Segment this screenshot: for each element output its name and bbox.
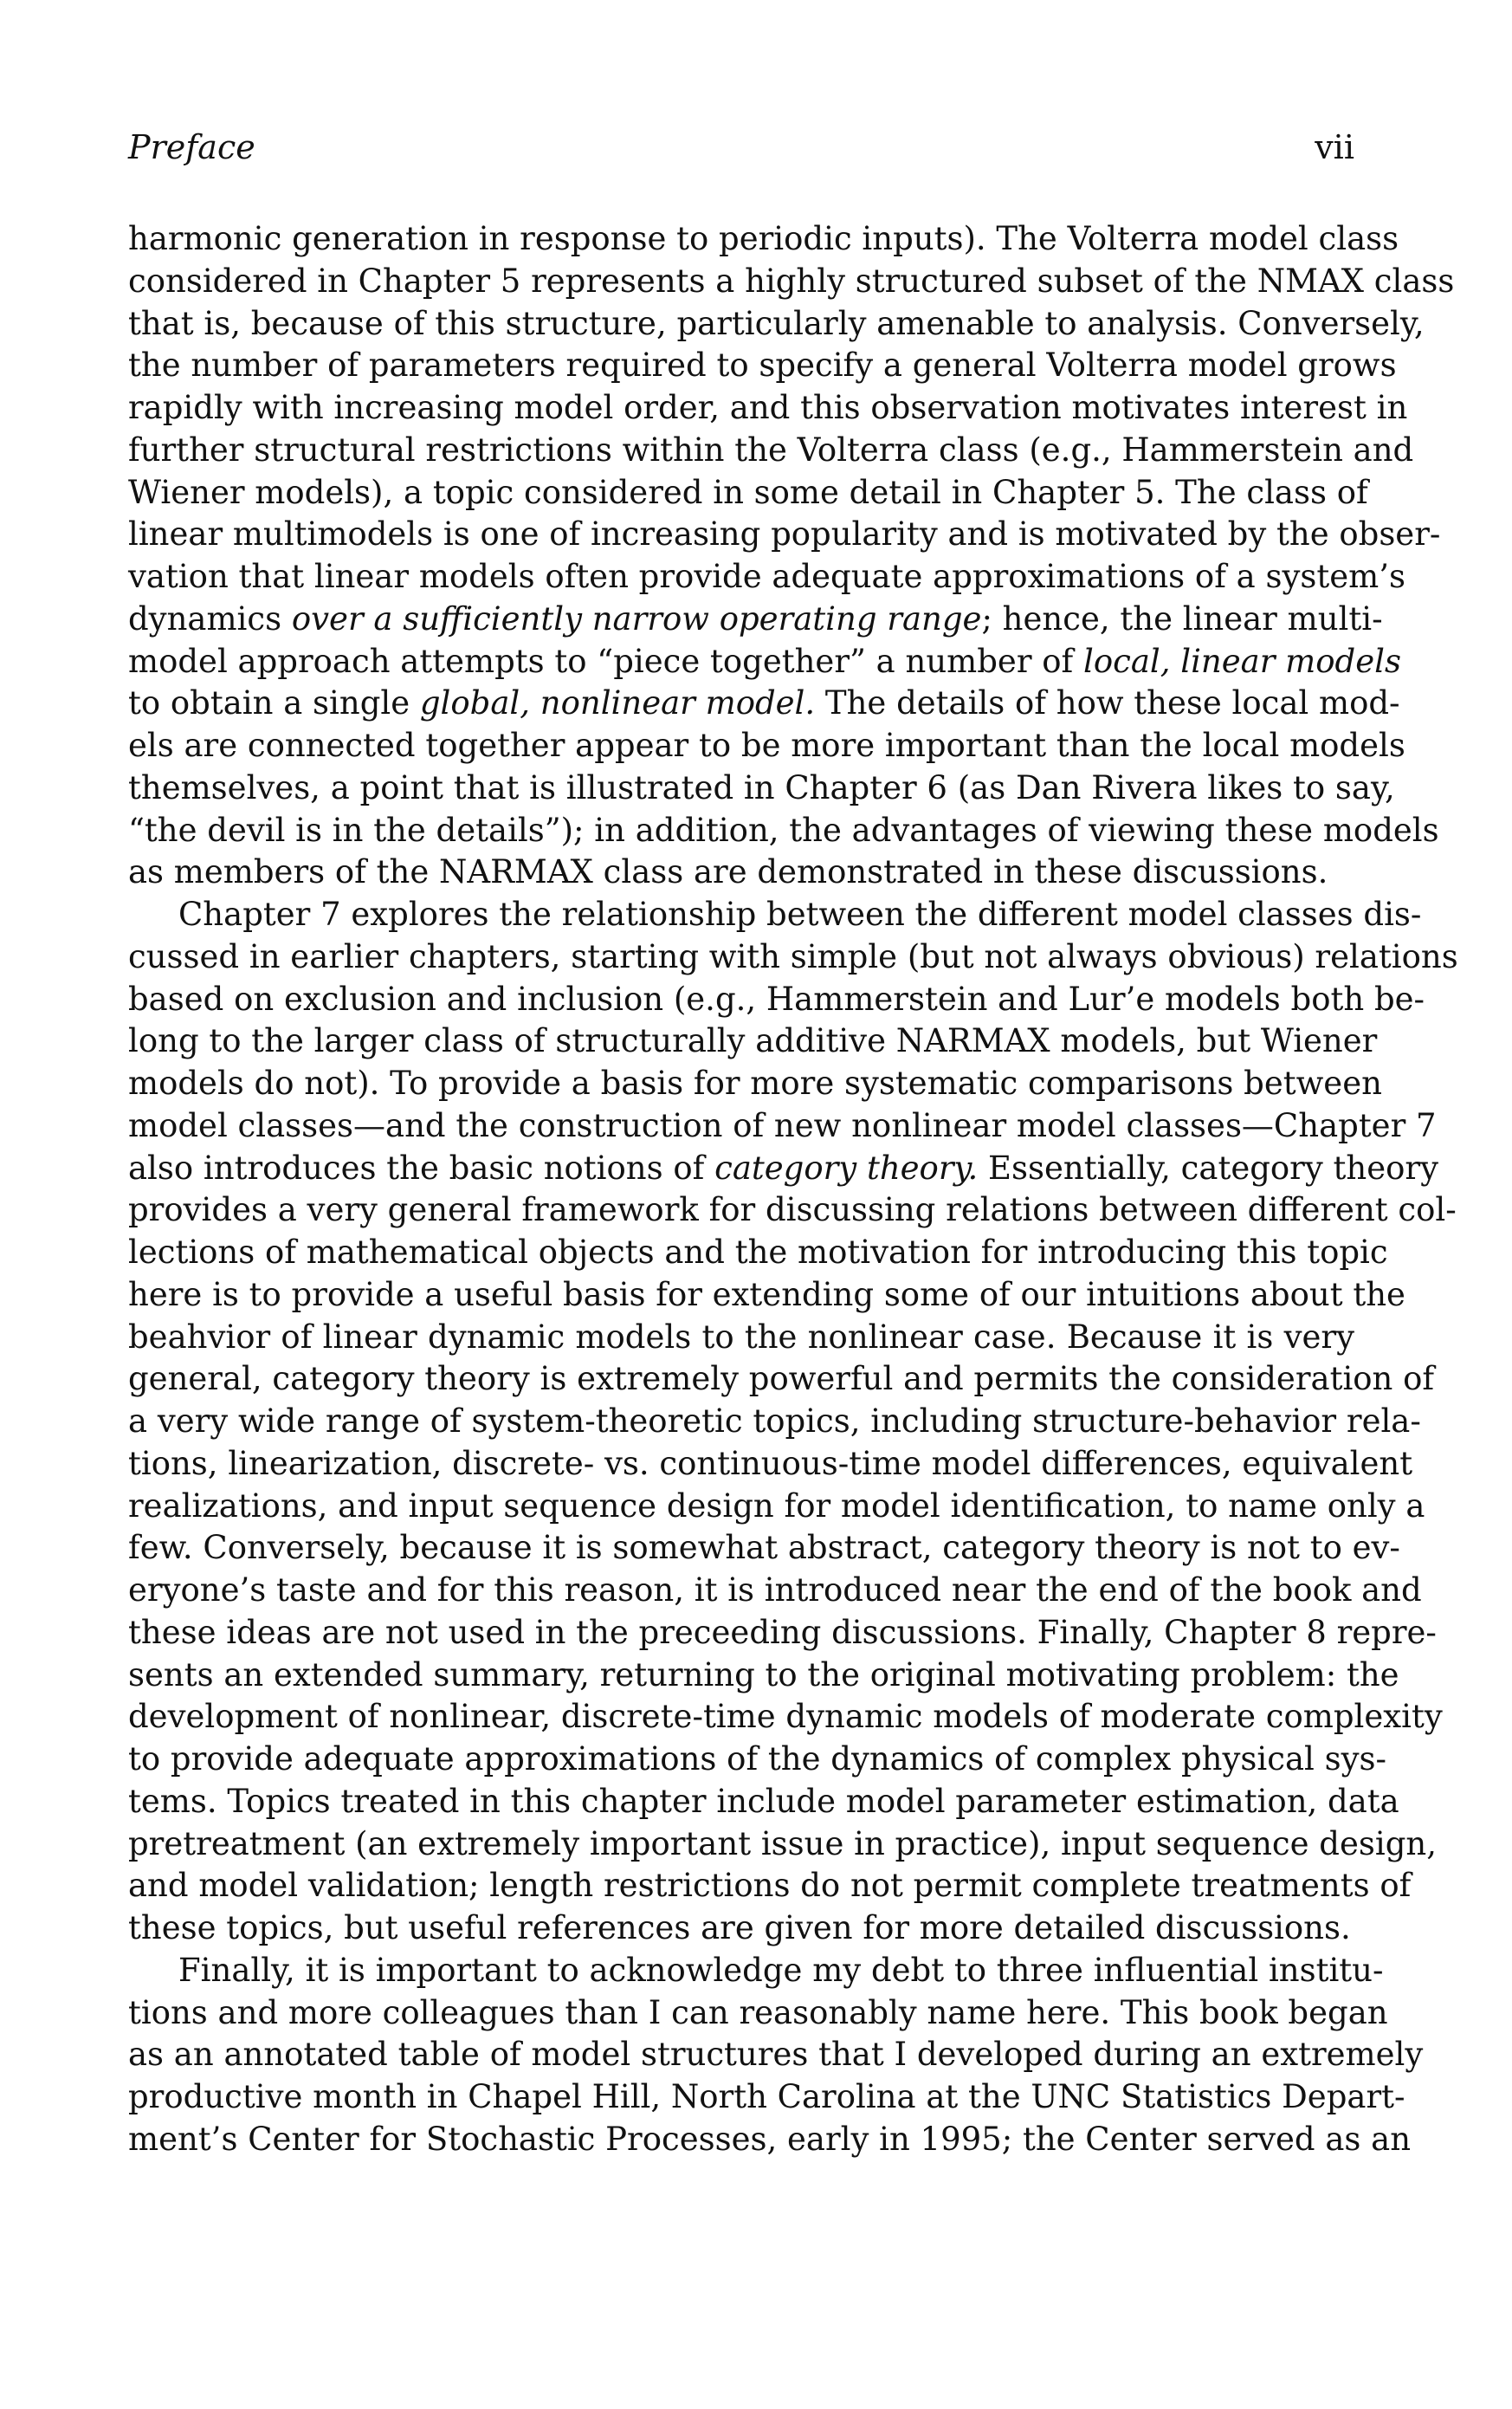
text-line: as members of the NARMAX class are demonstrated in these discussions. <box>128 853 1328 891</box>
text-line: that is, because of this structure, particularly amenable to analysis. Conversely, <box>128 304 1425 342</box>
text-line: cussed in earlier chapters, starting with simple (but not always obvious) relations <box>128 937 1458 975</box>
text-line: eryone’s taste and for this reason, it is introduced near the end of the book and <box>128 1571 1422 1609</box>
text-line: these topics, but useful references are given for more detailed discussions. <box>128 1909 1351 1946</box>
text-line: to provide adequate approximations of the dynamics of complex physical sys- <box>128 1740 1386 1778</box>
text-line: provides a very general framework for discussing relations between different col- <box>128 1191 1457 1229</box>
text-line: to obtain a single global, nonlinear model. The details of how these local mod- <box>128 684 1400 722</box>
text-line: beahvior of linear dynamic models to the nonlinear case. Because it is very <box>128 1318 1354 1356</box>
text-line: model classes—and the construction of new nonlinear model classes—Chapter 7 <box>128 1106 1437 1144</box>
page-number: vii <box>1315 128 1354 166</box>
text-line: pretreatment (an extremely important issue in practice), input sequence design, <box>128 1824 1437 1862</box>
text-line: these ideas are not used in the preceeding discussions. Finally, Chapter 8 repre- <box>128 1613 1437 1651</box>
text-line: based on exclusion and inclusion (e.g., Hammerstein and Lur’e models both be- <box>128 980 1425 1018</box>
page-header <box>128 121 1354 173</box>
text-line: model approach attempts to “piece together” a number of local, linear models <box>128 642 1401 680</box>
text-line: els are connected together appear to be more important than the local models <box>128 727 1405 764</box>
text-line: a very wide range of system-theoretic topics, including structure-behavior rela- <box>128 1402 1421 1440</box>
text-line: ment’s Center for Stochastic Processes, early in 1995; the Center served as an <box>128 2120 1412 2158</box>
text-line: themselves, a point that is illustrated in Chapter 6 (as Dan Rivera likes to say, <box>128 768 1395 806</box>
running-head: Preface <box>128 128 255 166</box>
text-line: long to the larger class of structurally additive NARMAX models, but Wiener <box>128 1022 1378 1060</box>
text-line: further structural restrictions within the Volterra class (e.g., Hammerstein and <box>128 431 1414 469</box>
text-line: rapidly with increasing model order, and this observation motivates interest in <box>128 389 1408 426</box>
paragraph <box>128 218 1455 894</box>
text-line: tems. Topics treated in this chapter include model parameter estimation, data <box>128 1782 1399 1820</box>
text-line: Chapter 7 explores the relationship between the different model classes dis- <box>178 896 1422 933</box>
text-line: lections of mathematical objects and the motivation for introducing this topic <box>128 1234 1388 1271</box>
text-line: linear multimodels is one of increasing popularity and is motivated by the obser- <box>128 515 1441 554</box>
text-line: realizations, and input sequence design for model identification, to name only a <box>128 1486 1425 1525</box>
text-line: vation that linear models often provide adequate approximations of a system’s <box>128 558 1405 595</box>
italic-phrase: global, nonlinear model. <box>419 684 816 722</box>
text-line: few. Conversely, because it is somewhat abstract, category theory is not to ev- <box>128 1529 1400 1567</box>
text-line: the number of parameters required to specify a general Volterra model grows <box>128 346 1397 385</box>
text-line: general, category theory is extremely powerful and permits the consideration of <box>128 1360 1435 1398</box>
text-line: development of nonlinear, discrete-time dynamic models of moderate complexity <box>128 1698 1443 1736</box>
text-line: Wiener models), a topic considered in some detail in Chapter 5. The class of <box>128 473 1368 511</box>
text-line: models do not). To provide a basis for more systematic comparisons between <box>128 1065 1382 1102</box>
text-line: harmonic generation in response to periodic inputs). The Volterra model class <box>128 220 1399 257</box>
text-line: as an annotated table of model structures that I developed during an extremely <box>128 2036 1424 2074</box>
paragraph <box>128 1950 1424 2161</box>
text-line: and model validation; length restrictions do not permit complete treatments of <box>128 1867 1412 1905</box>
text-line: Finally, it is important to acknowledge my debt to three influential institu- <box>178 1951 1384 1989</box>
text-line: tions and more colleagues than I can reasonably name here. This book began <box>128 1993 1388 2031</box>
text-line: sents an extended summary, returning to the original motivating problem: the <box>128 1655 1399 1693</box>
text-line: “the devil is in the details”); in addition, the advantages of viewing these models <box>128 811 1439 849</box>
italic-phrase: over a sufficiently narrow operating range <box>291 599 982 638</box>
italic-phrase: local, linear models <box>1083 642 1401 680</box>
text-line: tions, linearization, discrete- vs. continuous-time model differences, equivalent <box>128 1444 1413 1482</box>
italic-phrase: category theory. <box>714 1149 979 1187</box>
text-line: dynamics over a sufficiently narrow operating range; hence, the linear multi- <box>128 599 1383 638</box>
text-line: considered in Chapter 5 represents a highly structured subset of the NMAX class <box>128 262 1455 300</box>
body-text <box>128 218 1458 2161</box>
text-line: here is to provide a useful basis for extending some of our intuitions about the <box>128 1275 1405 1313</box>
paragraph <box>128 894 1458 1950</box>
text-line: also introduces the basic notions of category theory. Essentially, category theory <box>128 1149 1438 1187</box>
text-line: productive month in Chapel Hill, North Carolina at the UNC Statistics Depart- <box>128 2078 1405 2115</box>
